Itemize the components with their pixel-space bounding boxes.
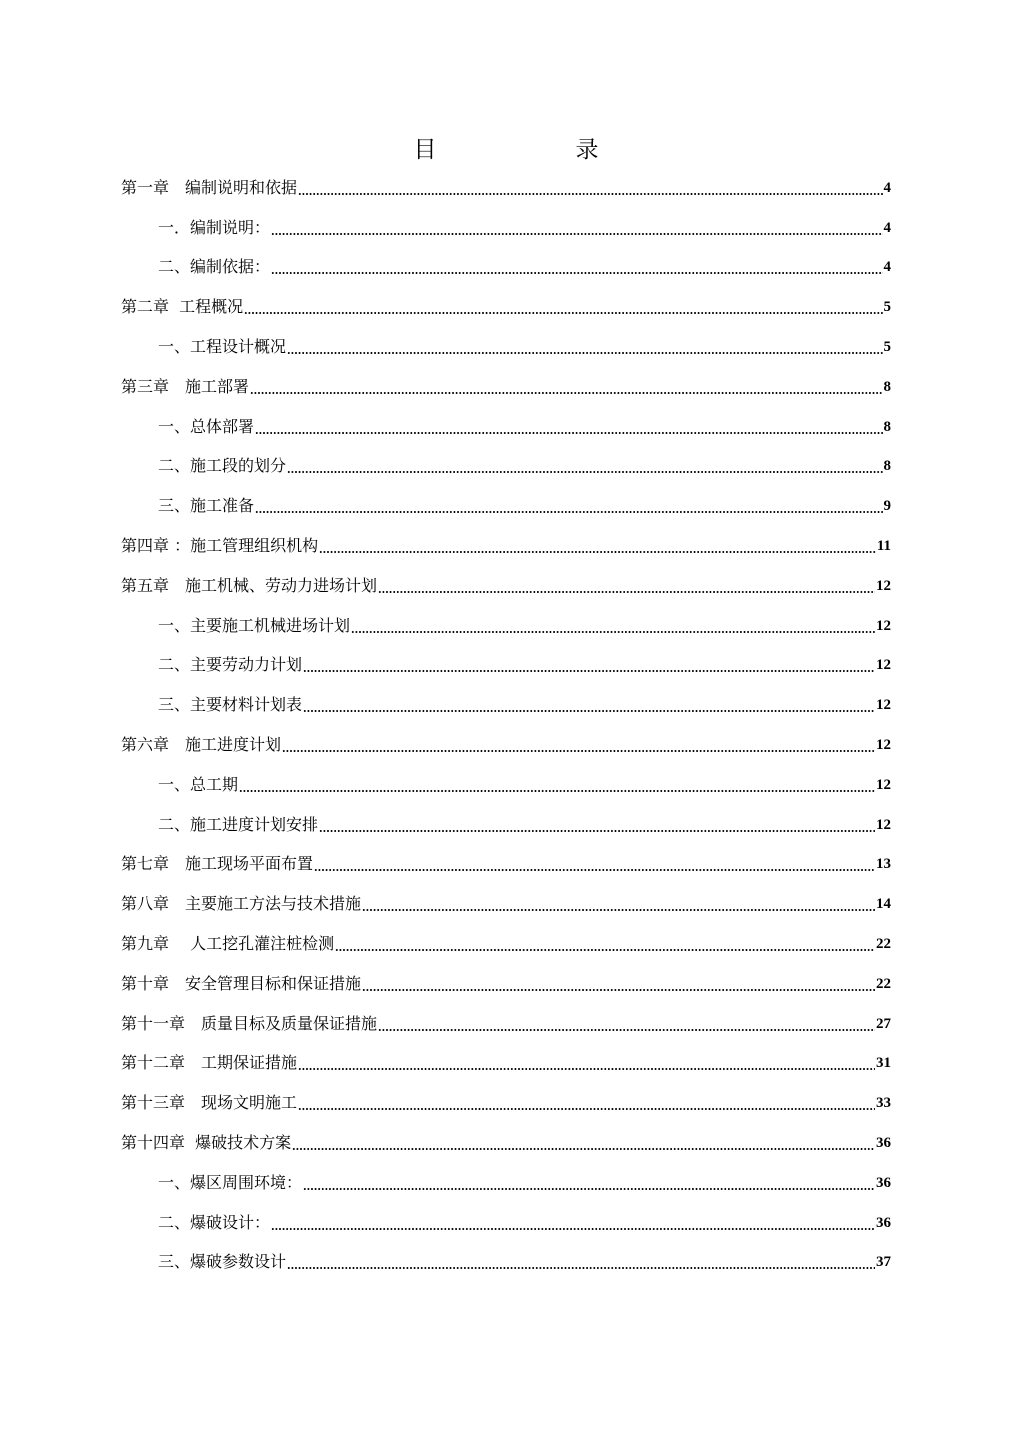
toc-entry-page-number: 8 (883, 418, 891, 435)
toc-entry-label: 第五章 施工机械、劳动力进场计划 (121, 575, 378, 595)
toc-entry[interactable] (121, 1163, 891, 1203)
toc-entry[interactable] (121, 367, 891, 407)
toc-entry-label: 二、施工进度计划安排 (158, 814, 319, 834)
toc-entry[interactable] (121, 725, 891, 765)
toc-entry-label: 第三章 施工部署 (121, 376, 250, 396)
toc-entry-label: 一、主要施工机械进场计划 (158, 615, 351, 635)
toc-entry-page-number: 11 (876, 538, 891, 555)
toc-entry[interactable] (121, 447, 891, 487)
toc-entry-page-number: 12 (876, 577, 891, 594)
dot-leader (244, 297, 882, 317)
toc-entry-page-number: 33 (876, 1095, 891, 1112)
toc-entry-page-number: 4 (883, 259, 891, 276)
toc-entry-page-number: 9 (883, 498, 891, 515)
toc-entry-page-number: 8 (883, 378, 891, 395)
dot-leader (271, 1213, 875, 1233)
toc-entry[interactable] (121, 208, 891, 248)
dot-leader (239, 775, 875, 795)
dot-leader (314, 854, 875, 874)
dot-leader (298, 178, 882, 198)
dot-leader (287, 456, 882, 476)
toc-entry[interactable] (121, 168, 891, 208)
toc-entry-page-number: 12 (876, 816, 891, 833)
toc-entry-page-number: 27 (876, 1015, 891, 1032)
toc-entry-page-number: 12 (876, 657, 891, 674)
toc-entry-page-number: 36 (876, 1214, 891, 1231)
toc-entry-page-number: 12 (876, 737, 891, 754)
toc-entry-page-number: 22 (876, 936, 891, 953)
toc-entry[interactable] (121, 685, 891, 725)
dot-leader (287, 1252, 875, 1272)
toc-entry-page-number: 36 (876, 1174, 891, 1191)
toc-entry-label: 第二章 工程概况 (121, 297, 244, 317)
dot-leader (255, 417, 882, 437)
toc-entry-label: 第七章 施工现场平面布置 (121, 854, 314, 874)
toc-entry[interactable] (121, 327, 891, 367)
toc-entry-page-number: 12 (876, 776, 891, 793)
table-of-contents (121, 168, 891, 1282)
dot-leader (298, 1093, 875, 1113)
toc-entry[interactable] (121, 407, 891, 447)
toc-entry-label: 第十章 安全管理目标和保证措施 (121, 973, 362, 993)
toc-entry-label: 二、编制依据： (158, 257, 271, 277)
toc-entry-page-number: 5 (883, 299, 891, 316)
dot-leader (378, 576, 875, 596)
toc-entry[interactable] (121, 805, 891, 845)
toc-entry-page-number: 8 (883, 458, 891, 475)
toc-entry[interactable] (121, 646, 891, 686)
toc-entry-page-number: 5 (883, 339, 891, 356)
dot-leader (298, 1053, 875, 1073)
toc-entry-label: 三、主要材料计划表 (158, 695, 303, 715)
toc-entry[interactable] (121, 566, 891, 606)
toc-entry-page-number: 4 (883, 219, 891, 236)
toc-entry-label: 第十一章 质量目标及质量保证措施 (121, 1013, 378, 1033)
dot-leader (271, 218, 882, 238)
toc-entry-page-number: 31 (876, 1055, 891, 1072)
toc-entry[interactable] (121, 606, 891, 646)
toc-entry[interactable] (121, 1004, 891, 1044)
dot-leader (255, 496, 882, 516)
toc-entry[interactable] (121, 884, 891, 924)
dot-leader (292, 1133, 875, 1153)
dot-leader (362, 894, 875, 914)
dot-leader (319, 536, 876, 556)
toc-entry-label: 第十二章 工期保证措施 (121, 1053, 298, 1073)
toc-entry-label: 三、施工准备 (158, 496, 255, 516)
toc-entry-page-number: 22 (876, 975, 891, 992)
toc-entry-page-number: 13 (876, 856, 891, 873)
dot-leader (250, 377, 882, 397)
toc-entry-page-number: 14 (876, 896, 891, 913)
dot-leader (378, 1014, 875, 1034)
toc-entry-label: 一、总工期 (158, 774, 239, 794)
dot-leader (351, 616, 875, 636)
toc-entry-label: 一、总体部署 (158, 416, 255, 436)
toc-entry-page-number: 12 (876, 697, 891, 714)
dot-leader (362, 974, 875, 994)
toc-entry-label: 二、主要劳动力计划 (158, 655, 303, 675)
toc-entry-label: 三、爆破参数设计 (158, 1252, 287, 1272)
toc-entry[interactable] (121, 1123, 891, 1163)
toc-entry-label: 第十三章 现场文明施工 (121, 1093, 298, 1113)
toc-entry[interactable] (121, 1203, 891, 1243)
dot-leader (282, 735, 875, 755)
toc-entry-label: 二、施工段的划分 (158, 456, 287, 476)
toc-entry[interactable] (121, 964, 891, 1004)
toc-entry[interactable] (121, 248, 891, 288)
dot-leader (303, 1173, 875, 1193)
dot-leader (287, 337, 882, 357)
toc-entry-label: 二、爆破设计： (158, 1212, 271, 1232)
page-title: 目 录 (413, 137, 657, 163)
dot-leader (303, 655, 875, 675)
toc-entry[interactable] (121, 924, 891, 964)
toc-entry-label: 一、爆区周围环境： (158, 1172, 303, 1192)
toc-entry[interactable] (121, 486, 891, 526)
dot-leader (319, 815, 875, 835)
dot-leader (271, 257, 882, 277)
dot-leader (303, 695, 875, 715)
toc-entry-label: 第九章 人工挖孔灌注桩检测 (121, 934, 335, 954)
toc-entry-label: 一．编制说明： (158, 217, 271, 237)
toc-entry-label: 一、工程设计概况 (158, 337, 287, 357)
toc-entry-label: 第十四章 爆破技术方案 (121, 1133, 292, 1153)
toc-entry[interactable] (121, 287, 891, 327)
toc-entry-label: 第八章 主要施工方法与技术措施 (121, 894, 362, 914)
toc-entry-label: 第六章 施工进度计划 (121, 735, 282, 755)
toc-entry[interactable] (121, 1083, 891, 1123)
toc-entry[interactable] (121, 845, 891, 885)
toc-entry-page-number: 37 (876, 1254, 891, 1271)
toc-entry-page-number: 12 (876, 617, 891, 634)
toc-entry[interactable] (121, 765, 891, 805)
toc-entry-label: 第四章 ：施工管理组织机构 (121, 536, 319, 556)
toc-entry-page-number: 36 (876, 1135, 891, 1152)
dot-leader (335, 934, 875, 954)
toc-entry-page-number: 4 (883, 179, 891, 196)
toc-entry-label: 第一章 编制说明和依据 (121, 177, 298, 197)
toc-entry[interactable] (121, 526, 891, 566)
toc-entry[interactable] (121, 1044, 891, 1084)
toc-entry[interactable] (121, 1243, 891, 1283)
